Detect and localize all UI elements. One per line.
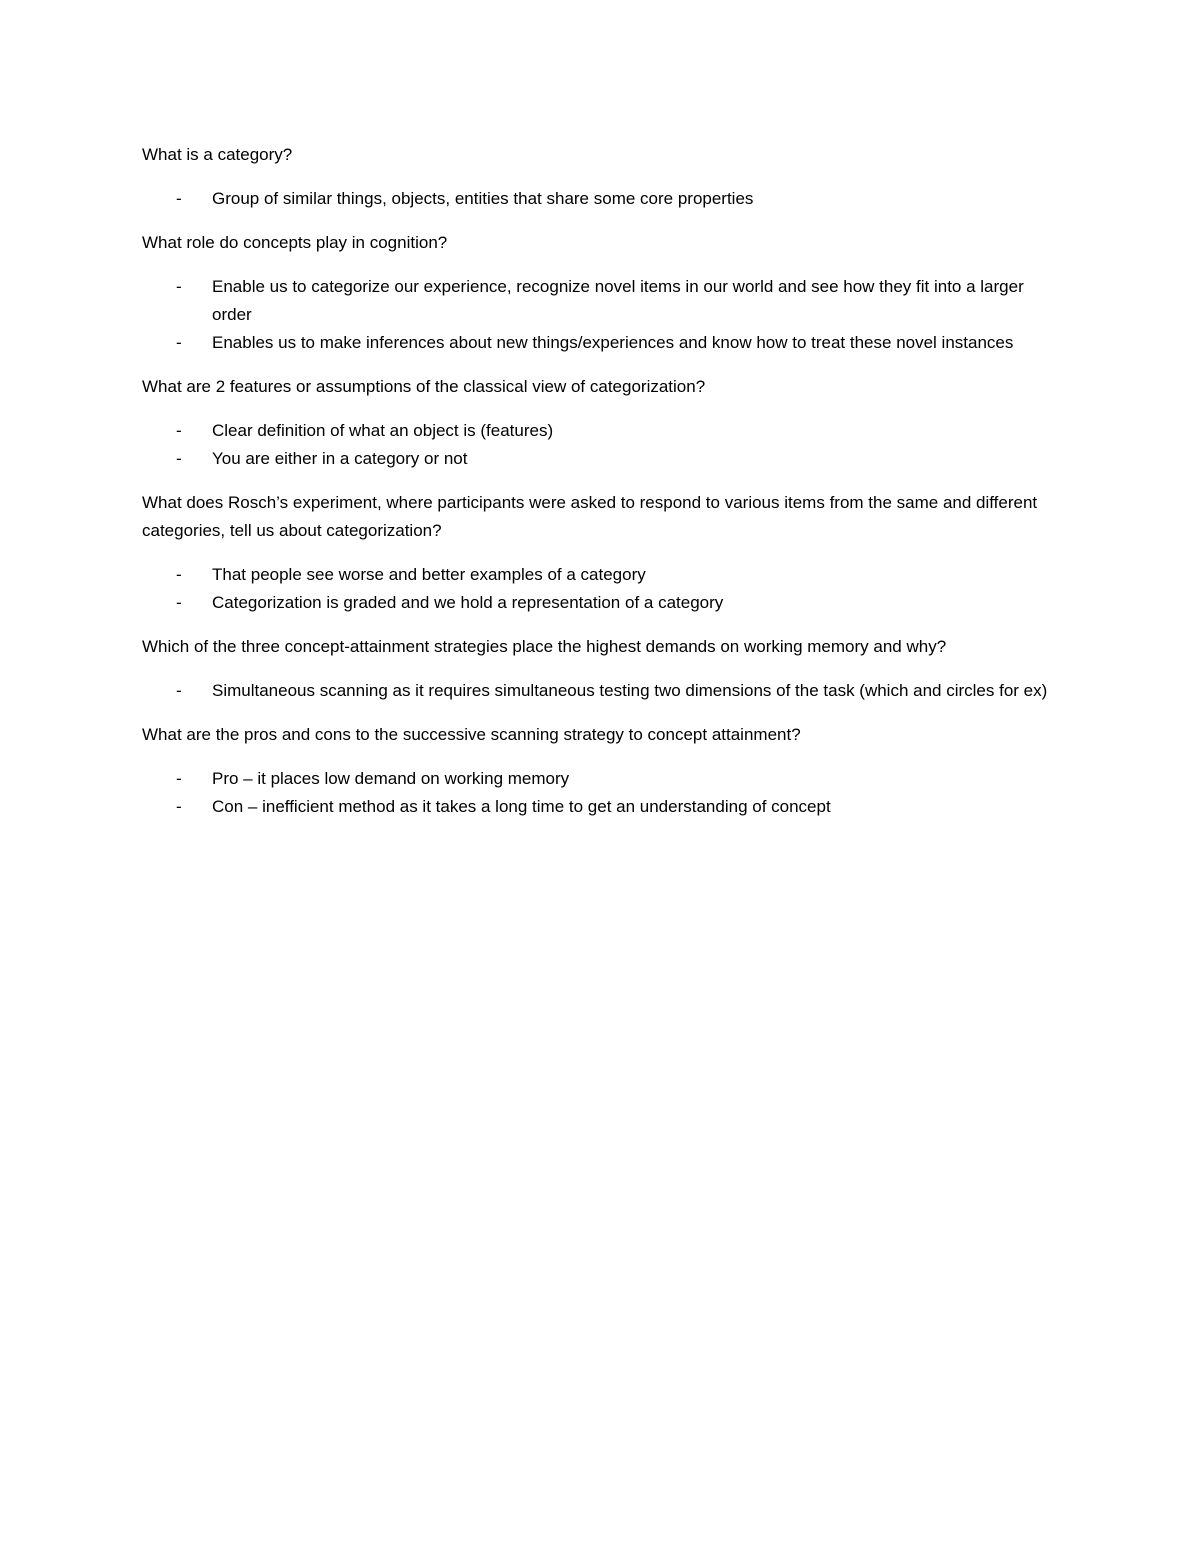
question: What role do concepts play in cognition? [142,233,448,252]
answer-list [142,561,1062,617]
question: What are the pros and cons to the successive scanning strategy to concept attainment? [142,725,801,744]
answer-list [142,273,1062,357]
bullet-dash: - [176,593,182,612]
answer-list [142,677,1062,705]
question: What is a category? [142,145,293,164]
answer-text: You are either in a category or not [212,449,468,468]
question: What does Rosch’s experiment, where participants were asked to respond to various items from the same and different categories, tell us about categorization? [142,493,1038,540]
answer-text: Simultaneous scanning as it requires simultaneous testing two dimensions of the task (which and circles for ex) [212,681,1048,700]
answer-list [142,417,1062,473]
qa-section-1 [142,141,1062,213]
qa-section-3 [142,373,1062,473]
answer-text: Pro – it places low demand on working memory [212,769,570,788]
bullet-dash: - [176,769,182,788]
answer-item [142,185,1062,213]
answer-text: Categorization is graded and we hold a representation of a category [212,593,724,612]
qa-section-4 [142,489,1062,617]
question: Which of the three concept-attainment strategies place the highest demands on working memory and why? [142,637,947,656]
answer-item [142,677,1062,705]
answer-item [142,329,1062,357]
bullet-dash: - [176,797,182,816]
document-page [142,141,1062,837]
bullet-dash: - [176,189,182,208]
bullet-dash: - [176,449,182,468]
answer-text: Group of similar things, objects, entities that share some core properties [212,189,754,208]
answer-text: Clear definition of what an object is (features) [212,421,554,440]
answer-text: That people see worse and better examples of a category [212,565,646,584]
answer-item [142,793,1062,821]
bullet-dash: - [176,681,182,700]
answer-text: Con – inefficient method as it takes a long time to get an understanding of concept [212,797,831,816]
answer-item [142,417,1062,445]
bullet-dash: - [176,333,182,352]
answer-item [142,273,1062,329]
answer-item [142,765,1062,793]
answer-item [142,589,1062,617]
answer-text: Enable us to categorize our experience, recognize novel items in our world and see how they fit into a larger order [212,277,1024,324]
answer-item [142,445,1062,473]
bullet-dash: - [176,277,182,296]
qa-section-6 [142,721,1062,821]
answer-list [142,185,1062,213]
qa-section-2 [142,229,1062,357]
bullet-dash: - [176,565,182,584]
answer-list [142,765,1062,821]
answer-item [142,561,1062,589]
qa-section-5 [142,633,1062,705]
question: What are 2 features or assumptions of the classical view of categorization? [142,377,706,396]
answer-text: Enables us to make inferences about new things/experiences and know how to treat these novel instances [212,333,1014,352]
bullet-dash: - [176,421,182,440]
